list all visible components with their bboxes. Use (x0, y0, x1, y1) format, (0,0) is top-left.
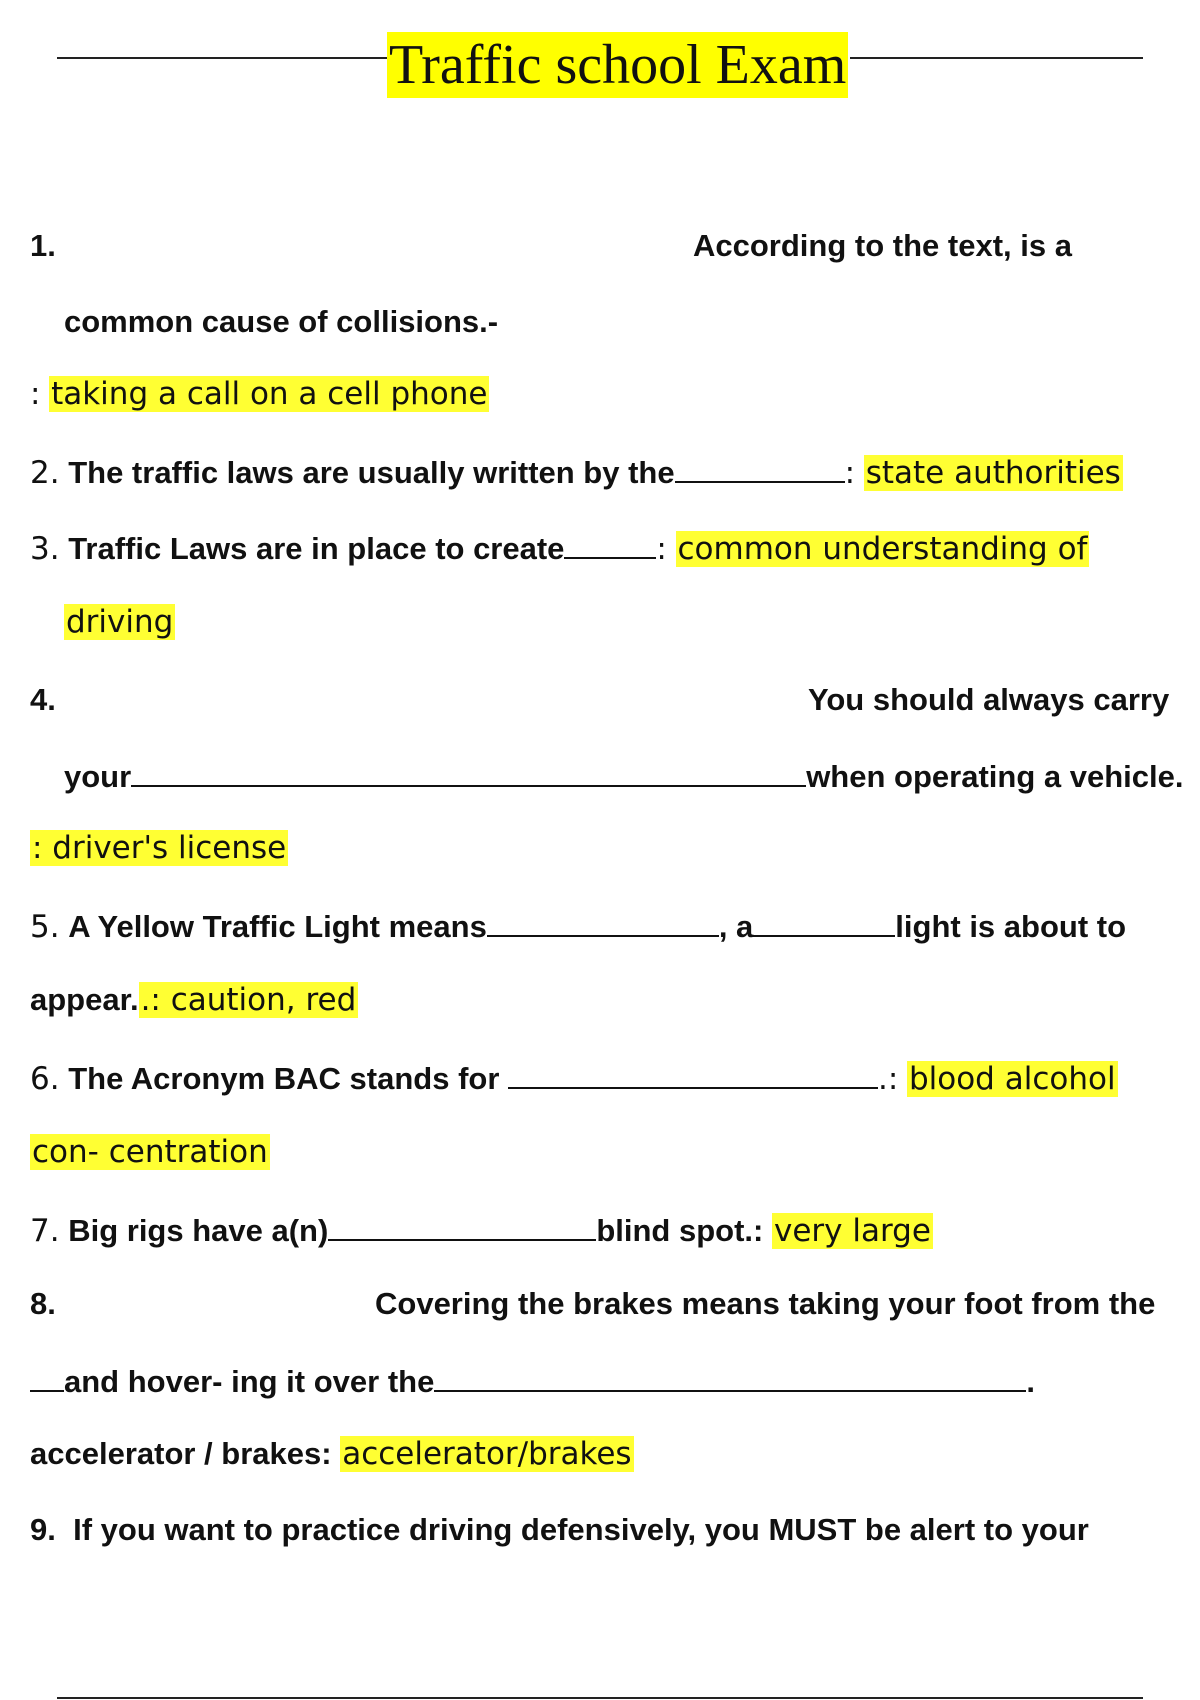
q1-answer-line (30, 374, 1188, 414)
q5-blank-1 (487, 905, 719, 937)
page-title: Traffic school Exam (389, 34, 847, 96)
q8-blank-2 (434, 1360, 1026, 1392)
q7-blank (328, 1209, 596, 1241)
q9-line (30, 1510, 1188, 1550)
q5-text-d: appear. (30, 982, 139, 1017)
title-wrap (387, 32, 848, 98)
q5-number: 5. (30, 909, 60, 945)
q2-answer-prefix: : (844, 455, 856, 491)
q9-text: If you want to practice driving defensively, you MUST be alert to your (73, 1512, 1089, 1547)
q6-blank (508, 1057, 878, 1089)
q4-text-c: when operating a vehicle. (806, 759, 1184, 794)
q6-answer-prefix: .: (878, 1061, 899, 1097)
q4-line-b (64, 755, 1188, 797)
q8-number: 8. (30, 1286, 56, 1321)
q1-text-a: According to the text, is a (693, 228, 1072, 263)
q2-text: The traffic laws are usually written by the (68, 455, 675, 490)
q8-line-b (30, 1360, 1188, 1402)
q6-answer-a: blood alcohol (908, 1061, 1116, 1097)
q8-text-c: . (1026, 1364, 1035, 1399)
q8-line-a (30, 1284, 1188, 1324)
q2-answer: state authorities (865, 455, 1121, 491)
q6-text: The Acronym BAC stands for (68, 1061, 500, 1096)
q1-line-b (64, 302, 1188, 342)
q8-answer: accelerator/brakes (342, 1436, 632, 1472)
q5-line-a (30, 905, 1188, 947)
q3-answer-b: driving (66, 604, 174, 640)
q3-line (30, 527, 1188, 569)
q1-number: 1. (30, 228, 56, 263)
q5-text-c: light is about to (895, 909, 1127, 944)
q3-answer-a: common understanding of (677, 531, 1088, 567)
q7-text-a: Big rigs have a(n) (68, 1213, 329, 1248)
q3-answer-line-b (64, 602, 1188, 642)
footer-rule (57, 1697, 1143, 1699)
q4-text-b: your (64, 759, 132, 794)
q8-blank-1 (30, 1360, 64, 1392)
q6-answer-line-b (30, 1132, 1188, 1172)
q3-number: 3. (30, 531, 60, 567)
q1-text-b: common cause of collisions.- (64, 304, 499, 339)
q8-text-d: accelerator / brakes: (30, 1436, 332, 1471)
q7-answer: very large (773, 1213, 931, 1249)
q4-line-a (30, 680, 1188, 720)
q1-answer: taking a call on a cell phone (51, 376, 488, 412)
q8-answer-line (30, 1434, 1188, 1474)
q8-text-b: and hover- ing it over the (64, 1364, 435, 1399)
q4-text-a: You should always carry (808, 682, 1170, 717)
q2-line (30, 451, 1188, 493)
q4-answer: : driver's license (32, 830, 287, 866)
q7-line (30, 1209, 1188, 1251)
q7-number: 7. (30, 1213, 60, 1249)
q1-line-a (30, 226, 1188, 266)
q5-answer: .: caution, red (140, 982, 357, 1018)
q7-text-b: blind spot.: (596, 1213, 764, 1248)
q8-text-a: Covering the brakes means taking your foot from the (375, 1286, 1156, 1321)
q5-blank-2 (753, 905, 895, 937)
title-rule-right (850, 57, 1143, 59)
q5-text-b: , a (718, 909, 754, 944)
q3-text: Traffic Laws are in place to create (68, 531, 565, 566)
q5-text-a: A Yellow Traffic Light means (68, 909, 487, 944)
q3-blank (564, 527, 656, 559)
q6-answer-b: con- centration (32, 1134, 268, 1170)
q3-answer-prefix: : (656, 531, 667, 567)
q2-blank (675, 451, 845, 483)
title-rule-left (57, 57, 387, 59)
q2-number: 2. (30, 455, 60, 491)
q4-blank (131, 755, 806, 787)
q1-answer-prefix: : (30, 376, 41, 412)
q5-line-b (30, 980, 1188, 1020)
q9-number: 9. (30, 1512, 56, 1547)
q6-line (30, 1057, 1188, 1099)
q4-number: 4. (30, 682, 56, 717)
q6-number: 6. (30, 1061, 60, 1097)
q4-answer-line (30, 828, 1188, 868)
